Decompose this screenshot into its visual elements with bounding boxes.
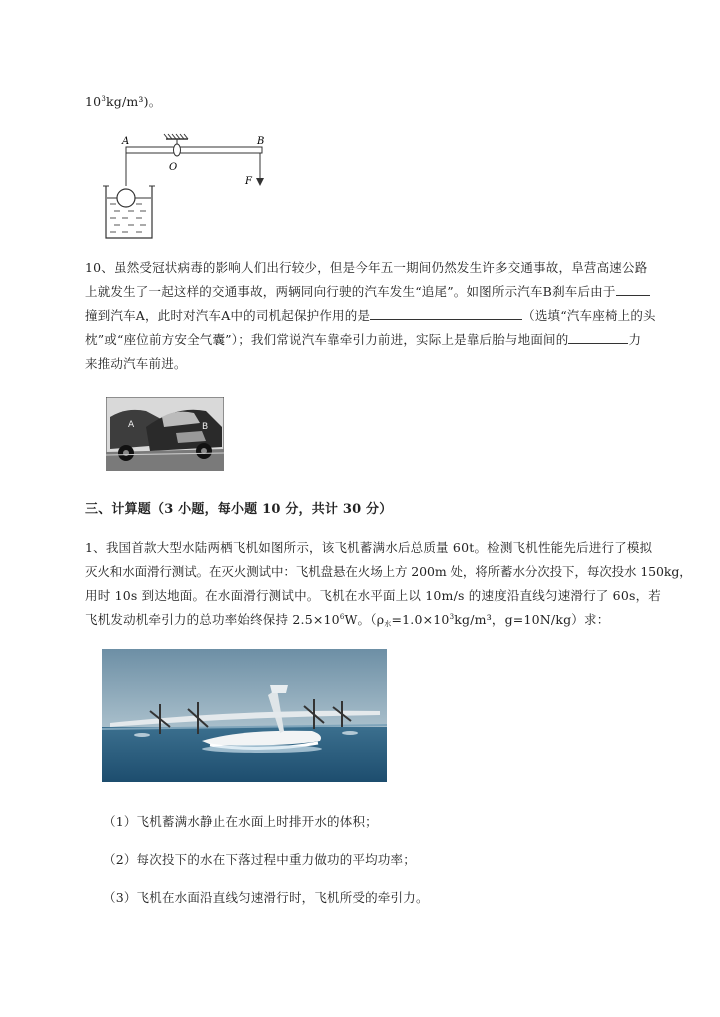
q10-line-1: 10、虽然受冠状病毒的影响人们出行较少，但是今年五一期间仍然发生许多交通事故，阜营高速公路 <box>85 260 648 275</box>
rear-end-collision-photo <box>106 397 224 471</box>
label-a: A <box>122 136 130 147</box>
amphibious-aircraft-photo <box>102 649 387 782</box>
answer-blank-3 <box>568 332 628 344</box>
sub-question-2: （2）每次投下的水在下落过程中重力做功的平均功率； <box>103 852 416 867</box>
calc1-line-4: 飞机发动机牵引力的总功率始终保持 $2.5\times 10^6W$。（$\rho_水=1.0\times 10^3kg/m^3$，g=10N/kg）求： <box>85 612 610 628</box>
label-f: F <box>245 176 252 187</box>
q10-line-2: 上就发生了一起这样的交通事故，两辆同向行驶的汽车发生“追尾”。如图所示汽车B刹车后由于 <box>85 282 650 300</box>
answer-blank-1 <box>616 284 650 296</box>
answer-blank-2 <box>370 308 522 320</box>
sub-question-3: （3）飞机在水面沿直线匀速滑行时，飞机所受的牵引力。 <box>103 890 429 905</box>
car-b-label: B <box>202 422 209 432</box>
car-a-label: A <box>128 420 135 430</box>
calc1-line-1: 1、我国首款大型水陆两栖飞机如图所示，该飞机蓄满水后总质量 60t。检测飞机性能先后进行了模拟 <box>85 540 653 555</box>
calc1-line-3: 用时 10s 到达地面。在水面滑行测试中。飞机在水平面上以 10m/s 的速度沿直线匀速滑行了 60s，若 <box>85 588 661 603</box>
label-b: B <box>257 136 265 147</box>
label-o: O <box>169 162 178 173</box>
lever-diagram <box>100 128 275 243</box>
calc1-line-2: 灭火和水面滑行测试。在灭火测试中：飞机盘悬在火场上方 200m 处，将所蓄水分次投下，每次投水 150kg， <box>85 564 692 579</box>
section-heading: 三、计算题（3 小题，每小题 10 分，共计 30 分） <box>85 502 393 517</box>
q10-line-4: 枕”或“座位前方安全气囊”）；我们常说汽车靠牵引力前进，实际上是靠后胎与地面间的 力 <box>85 332 642 347</box>
sub-question-1: （1）飞机蓄满水静止在水面上时排开水的体积； <box>103 814 378 829</box>
q10-line-3: 撞到汽车A，此时对汽车A中的司机起保护作用的是 （选填“汽车座椅上的头 <box>85 308 656 323</box>
q10-line-5: 来推动汽车前进。 <box>85 356 187 371</box>
density-unit-line: $10^3kg/m^3$)。 <box>85 94 162 109</box>
